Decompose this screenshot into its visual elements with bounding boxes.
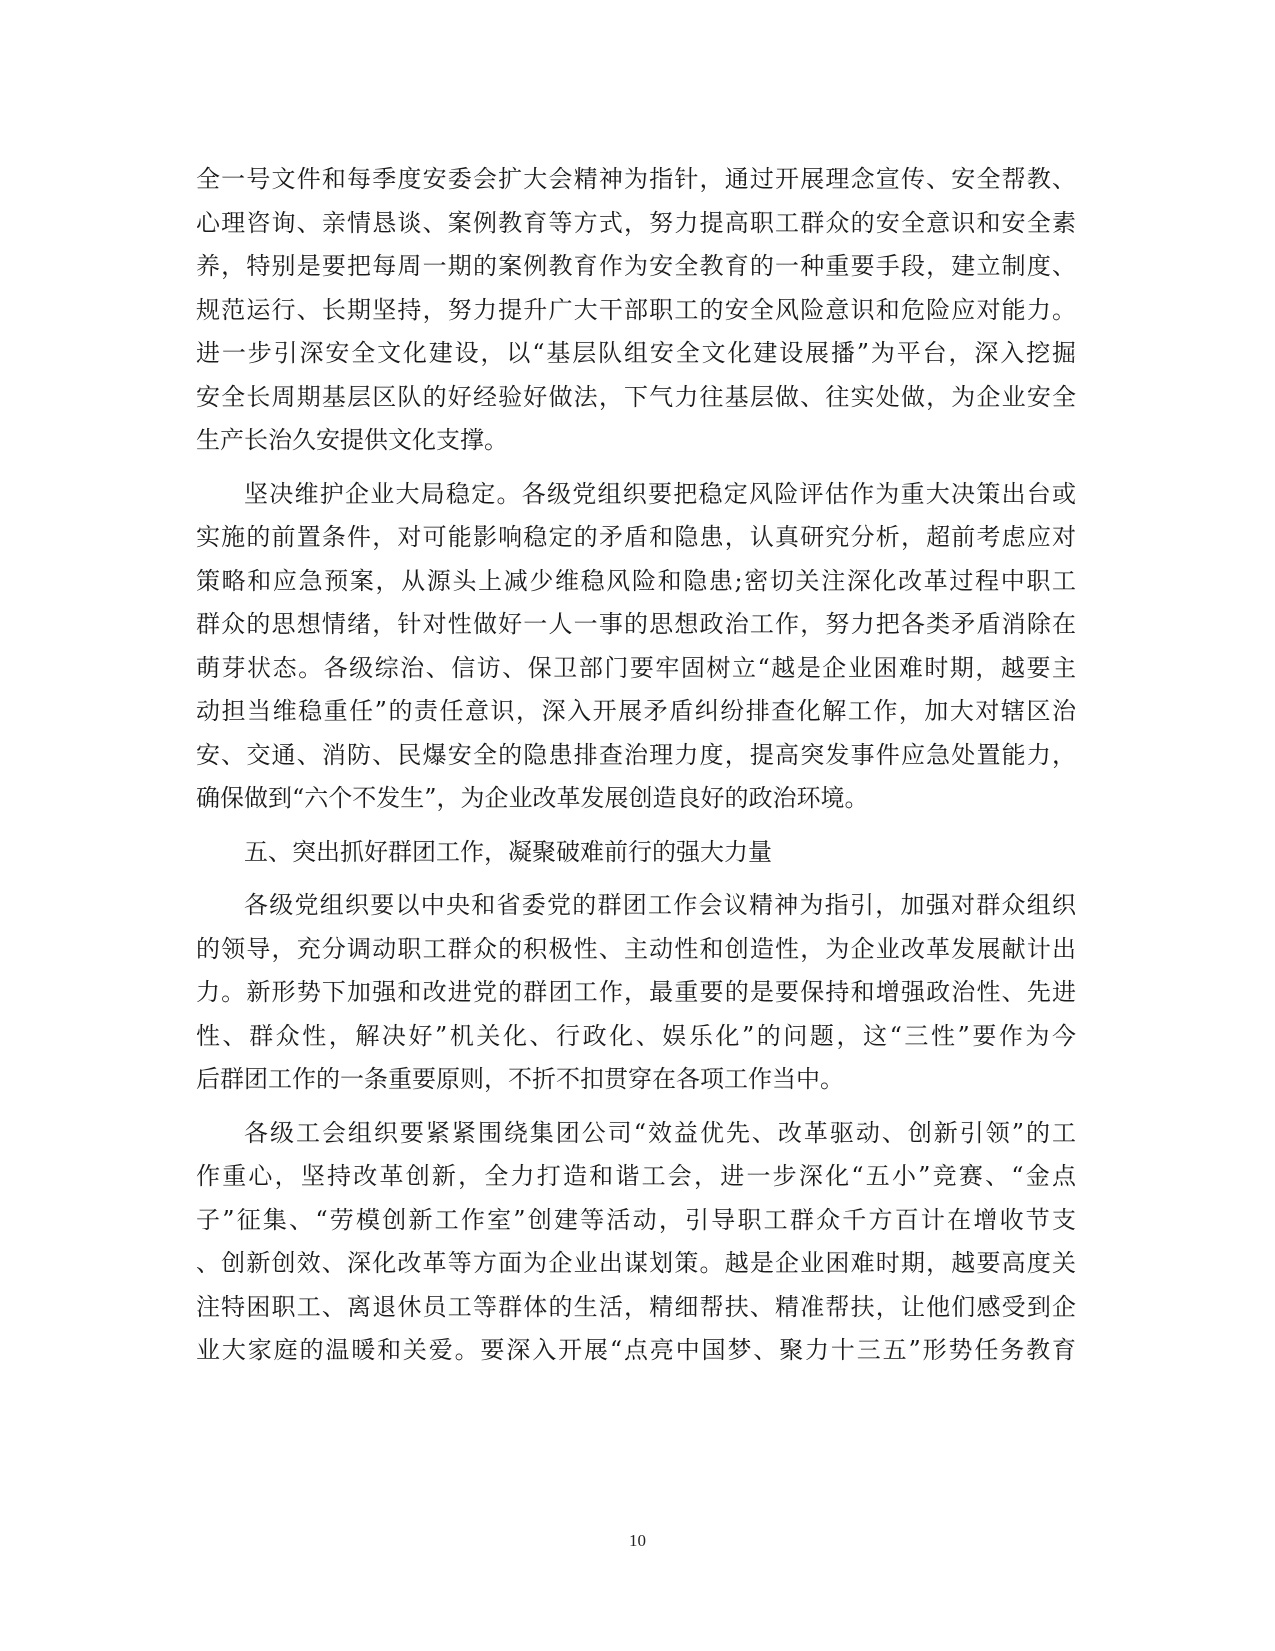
page-number: 10 xyxy=(629,1531,646,1550)
text-line: 安、交通、消防、民爆安全的隐患排查治理力度，提高突发事件应急处置能力， xyxy=(196,740,1076,769)
text-line: 动担当维稳重任”的责任意识，深入开展矛盾纠纷排查化解工作，加大对辖区治 xyxy=(196,697,1076,725)
text-line: 、创新创效、深化改革等方面为企业出谋划策。越是企业困难时期，越要高度关 xyxy=(196,1249,1076,1277)
text-line: 业大家庭的温暖和关爱。要深入开展“点亮中国梦、聚力十三五”形势任务教育 xyxy=(196,1336,1076,1364)
text-line: 的领导，充分调动职工群众的积极性、主动性和创造性，为企业改革发展献计出 xyxy=(196,934,1076,963)
text-line: 实施的前置条件，对可能影响稳定的矛盾和隐患，认真研究分析，超前考虑应对 xyxy=(196,523,1076,551)
text-line: 策略和应急预案，从源头上减少维稳风险和隐患;密切关注深化改革过程中职工 xyxy=(196,566,1076,595)
document-body xyxy=(196,158,1076,1373)
text-line: 性、群众性，解决好”机关化、行政化、娱乐化”的问题，这“三性”要作为今 xyxy=(196,1021,1076,1050)
text-line: 全一号文件和每季度安委会扩大会精神为指针，通过开展理念宣传、安全帮教、 xyxy=(196,165,1076,193)
text-line: 注特困职工、离退休员工等群体的生活，精细帮扶、精准帮扶，让他们感受到企 xyxy=(196,1292,1076,1321)
text-line: 生产长治久安提供文化支撑。 xyxy=(196,426,508,454)
text-line: 子”征集、“劳模创新工作室”创建等活动，引导职工群众千方百计在增收节支 xyxy=(196,1205,1076,1234)
text-line: 作重心，坚持改革创新，全力打造和谐工会，进一步深化“五小”竞赛、“金点 xyxy=(196,1162,1076,1190)
paragraph-first-line: 各级工会组织要紧紧围绕集团公司“效益优先、改革驱动、创新引领”的工 xyxy=(244,1118,1076,1147)
text-line: 确保做到“六个不发生”，为企业改革发展创造良好的政治环境。 xyxy=(196,784,869,812)
text-line: 心理咨询、亲情恳谈、案例教育等方式，努力提高职工群众的安全意识和安全素 xyxy=(196,208,1076,237)
paragraph-first-line: 各级党组织要以中央和省委党的群团工作会议精神为指引，加强对群众组织 xyxy=(244,891,1076,919)
text-line: 力。新形势下加强和改进党的群团工作，最重要的是要保持和增强政治性、先进 xyxy=(196,978,1076,1006)
paragraph-first-line: 坚决维护企业大局稳定。各级党组织要把稳定风险评估作为重大决策出台或 xyxy=(244,479,1076,508)
text-line: 群众的思想情绪，针对性做好一人一事的思想政治工作，努力把各类矛盾消除在 xyxy=(196,610,1076,638)
text-line: 养，特别是要把每周一期的案例教育作为安全教育的一种重要手段，建立制度、 xyxy=(196,252,1076,280)
text-line: 规范运行、长期坚持，努力提升广大干部职工的安全风险意识和危险应对能力。 xyxy=(196,295,1076,324)
text-line: 后群团工作的一条重要原则，不折不扣贯穿在各项工作当中。 xyxy=(196,1065,844,1093)
section-heading: 五、突出抓好群团工作，凝聚破难前行的强大力量 xyxy=(244,837,772,866)
text-line: 安全长周期基层区队的好经验好做法，下气力往基层做、往实处做，为企业安全 xyxy=(196,382,1076,411)
text-line: 萌芽状态。各级综治、信访、保卫部门要牢固树立“越是企业困难时期，越要主 xyxy=(196,653,1076,682)
text-line: 进一步引深安全文化建设，以“基层队组安全文化建设展播”为平台，深入挖掘 xyxy=(196,339,1076,367)
